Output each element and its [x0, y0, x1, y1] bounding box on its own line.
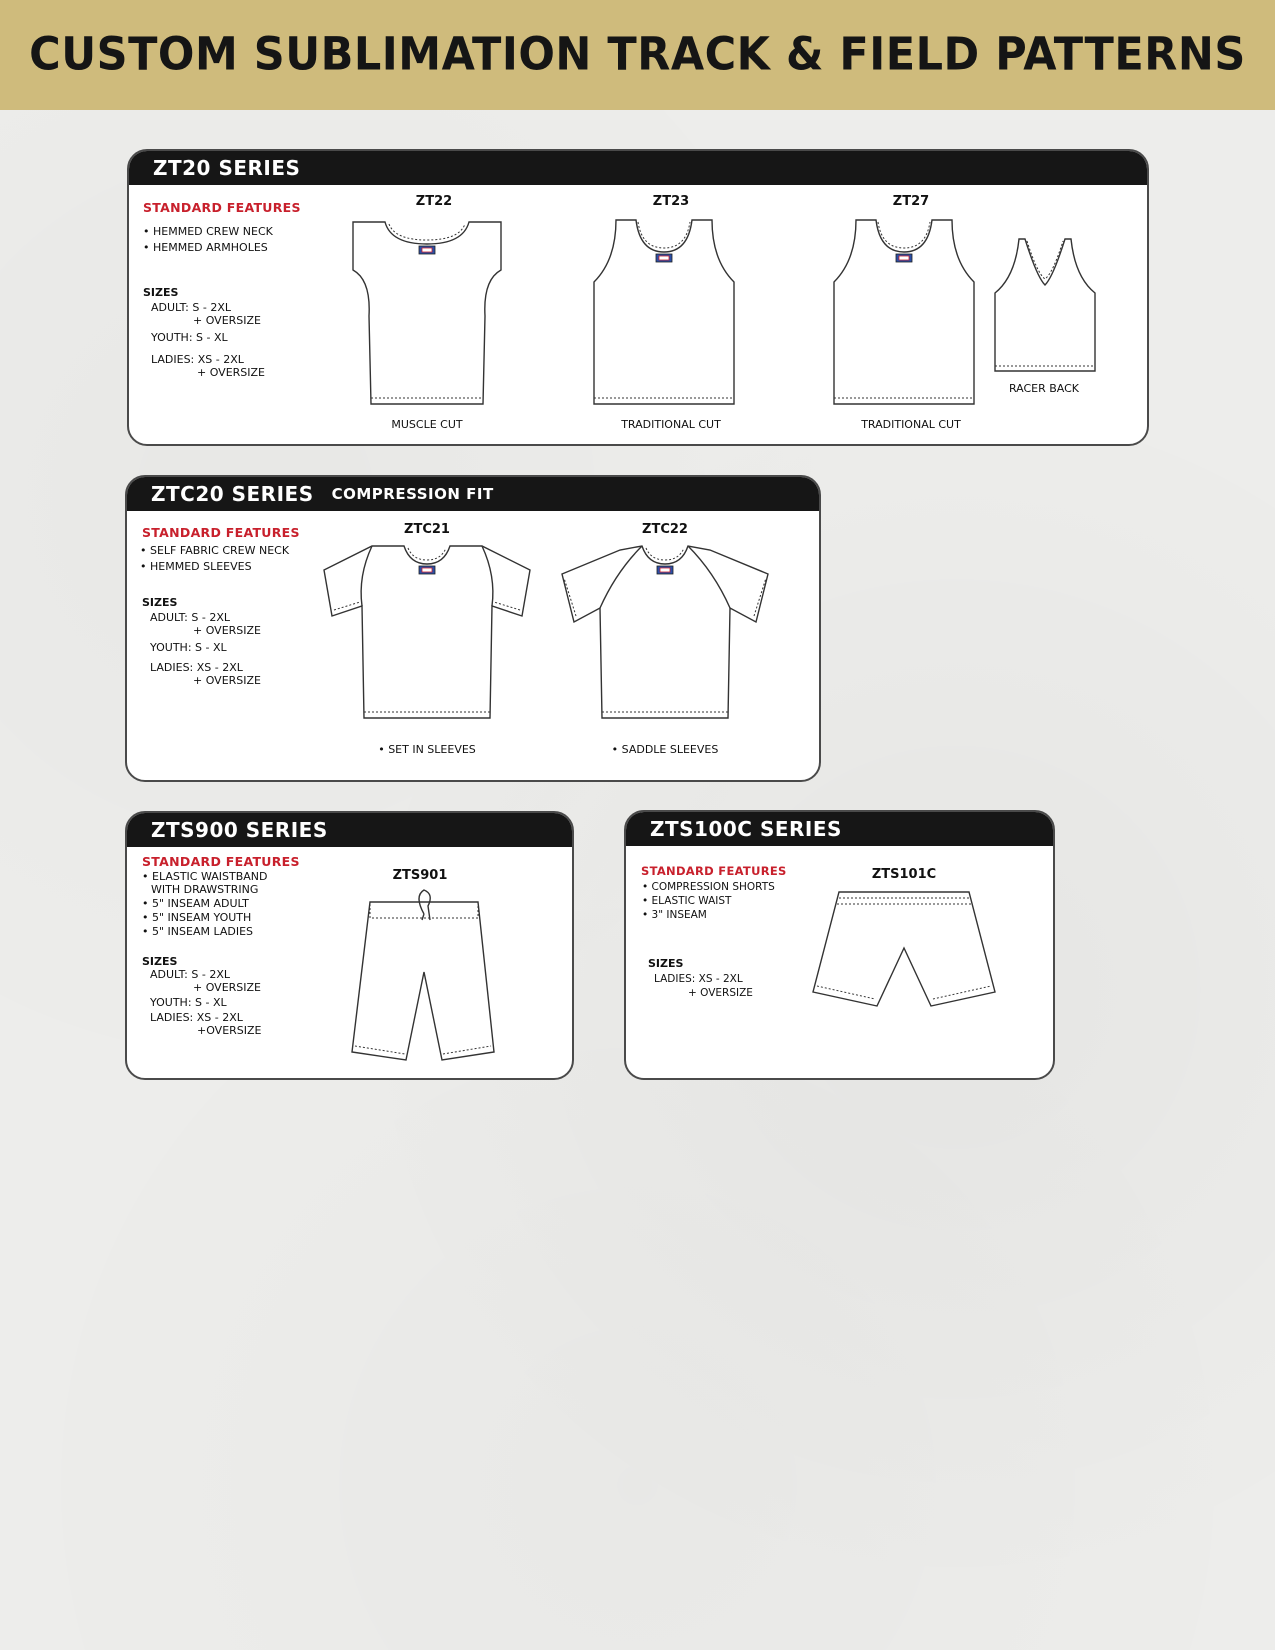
zt20-title-bar — [129, 151, 1147, 185]
feature-item: • 5" INSEAM YOUTH — [142, 911, 252, 924]
zts100c-panel — [624, 810, 1055, 1080]
size-youth: YOUTH: S - XL — [151, 331, 228, 344]
zt27-caption: TRADITIONAL CUT — [861, 418, 961, 431]
zts901-code: ZTS901 — [392, 868, 448, 883]
page-header — [0, 0, 1275, 110]
size-ladies-oversize: + OVERSIZE — [197, 366, 266, 379]
size-adult: ADULT: S - 2XL — [150, 611, 230, 624]
traditional-singlet-icon — [824, 216, 984, 416]
racer-back-icon — [989, 237, 1101, 377]
size-ladies: LADIES: XS - 2XL — [150, 1011, 243, 1024]
zt23-code: ZT23 — [652, 194, 690, 209]
size-adult: ADULT: S - 2XL — [151, 301, 231, 314]
zt22-code: ZT22 — [415, 194, 453, 209]
ztc20-title: ZTC20 SERIES — [151, 482, 314, 506]
ztc21-code: ZTC21 — [404, 522, 450, 537]
zts100c-title-bar — [626, 812, 1053, 846]
size-adult-oversize: + OVERSIZE — [193, 314, 262, 327]
size-ladies-oversize: +OVERSIZE — [197, 1024, 262, 1037]
set-in-sleeve-shirt-icon — [312, 542, 542, 722]
saddle-sleeve-shirt-icon — [550, 542, 780, 722]
size-ladies-oversize: + OVERSIZE — [193, 674, 262, 687]
feature-item: • ELASTIC WAISTBAND — [142, 870, 268, 883]
compression-shorts-icon — [809, 888, 999, 1018]
ztc22-code: ZTC22 — [642, 522, 688, 537]
zts900-title-bar — [127, 813, 572, 847]
zts900-panel — [125, 811, 574, 1080]
ztc20-subtitle: COMPRESSION FIT — [331, 485, 494, 503]
feature-item: • 5" INSEAM ADULT — [142, 897, 249, 910]
zts900-title: ZTS900 SERIES — [151, 818, 328, 842]
zt20-title: ZT20 SERIES — [153, 156, 301, 180]
size-adult-oversize: + OVERSIZE — [193, 981, 262, 994]
size-adult-oversize: + OVERSIZE — [193, 624, 262, 637]
drawstring-shorts-icon — [348, 890, 498, 1070]
ztc22-caption: • SADDLE SLEEVES — [611, 743, 719, 756]
zt22-caption: MUSCLE CUT — [391, 418, 463, 431]
ztc20-sizes-title: SIZES — [142, 596, 178, 609]
size-ladies: LADIES: XS - 2XL — [654, 973, 743, 985]
zt27-code: ZT27 — [892, 194, 930, 209]
zts100c-title: ZTS100C SERIES — [650, 817, 842, 841]
zts100c-features-title: STANDARD FEATURES — [641, 864, 787, 878]
zts900-sizes-title: SIZES — [142, 955, 178, 968]
zt23-caption: TRADITIONAL CUT — [621, 418, 721, 431]
feature-item: • HEMMED CREW NECK — [143, 224, 273, 240]
feature-item: • COMPRESSION SHORTS — [642, 880, 775, 894]
zt20-sizes-title: SIZES — [143, 286, 179, 299]
muscle-cut-singlet-icon — [347, 216, 507, 416]
zts101c-code: ZTS101C — [871, 867, 937, 882]
page-title: CUSTOM SUBLIMATION TRACK & FIELD PATTERNS — [29, 28, 1246, 82]
zts100c-features-list — [642, 880, 775, 922]
zts900-features-title: STANDARD FEATURES — [142, 854, 300, 869]
size-ladies: LADIES: XS - 2XL — [150, 661, 243, 674]
feature-item: WITH DRAWSTRING — [151, 883, 259, 896]
zts100c-sizes-title: SIZES — [648, 957, 684, 970]
zt20-panel — [127, 149, 1149, 446]
zt20-features-list — [143, 224, 273, 256]
size-youth: YOUTH: S - XL — [150, 641, 227, 654]
feature-item: • 3" INSEAM — [642, 908, 775, 922]
size-adult: ADULT: S - 2XL — [150, 968, 230, 981]
racer-back-caption: RACER BACK — [1008, 382, 1080, 395]
zt20-features-title: STANDARD FEATURES — [143, 200, 301, 215]
size-youth: YOUTH: S - XL — [150, 996, 227, 1009]
feature-item: • SELF FABRIC CREW NECK — [140, 543, 289, 559]
feature-item: • HEMMED SLEEVES — [140, 559, 289, 575]
ztc20-title-bar — [127, 477, 819, 511]
ztc20-features-title: STANDARD FEATURES — [142, 525, 300, 540]
feature-item: • ELASTIC WAIST — [642, 894, 775, 908]
traditional-singlet-icon — [584, 216, 744, 416]
feature-item: • 5" INSEAM LADIES — [142, 925, 254, 938]
ztc20-features-list — [140, 543, 289, 575]
size-ladies: LADIES: XS - 2XL — [151, 353, 244, 366]
feature-item: • HEMMED ARMHOLES — [143, 240, 273, 256]
ztc20-panel — [125, 475, 821, 782]
size-ladies-oversize: + OVERSIZE — [688, 987, 753, 999]
ztc21-caption: • SET IN SLEEVES — [378, 743, 476, 756]
